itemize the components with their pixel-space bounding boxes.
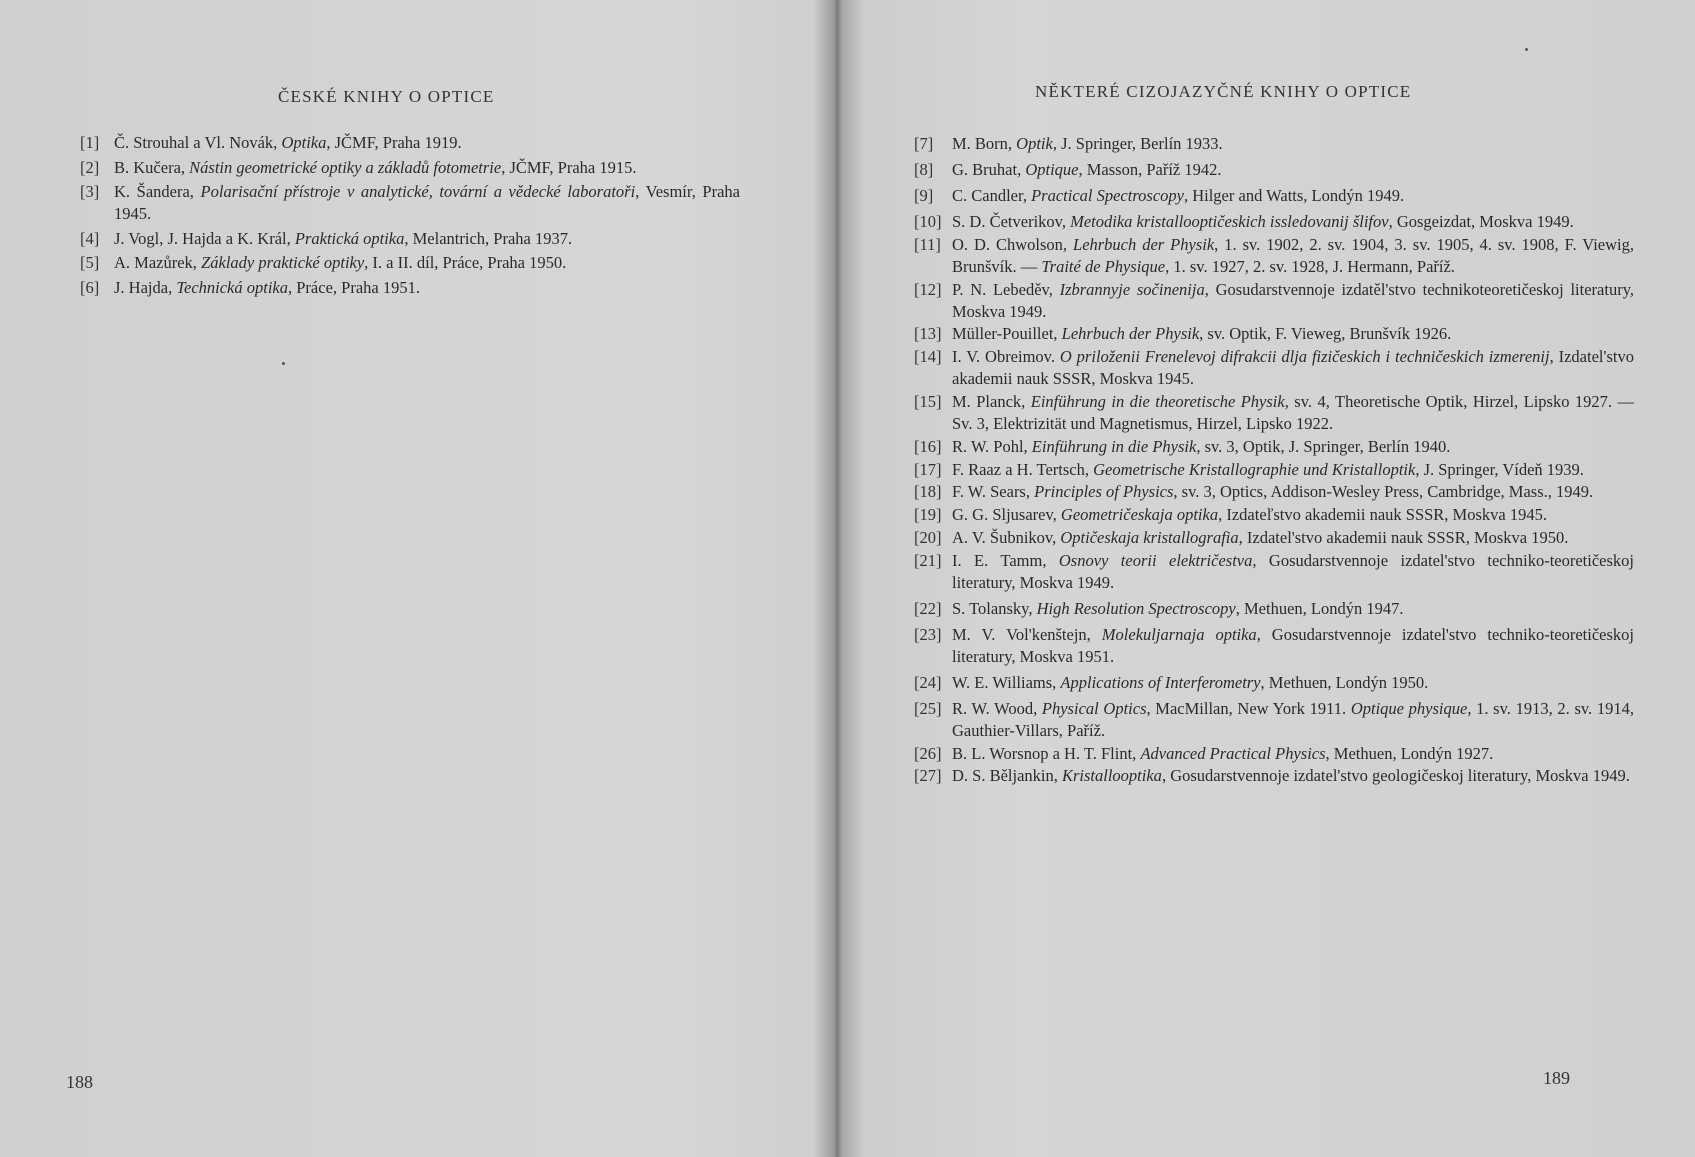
reference-details: , sv. 4, Theoretische Optik, Hirzel, Lipsko 1927. — Sv. 3, Elektrizität und Magnetismus, Hirzel, Lipsko 1922. bbox=[952, 391, 1634, 433]
reference-number: [27] bbox=[914, 766, 942, 786]
reference-text bbox=[114, 228, 740, 250]
reference-number: [24] bbox=[914, 672, 942, 692]
reference-title: Optika bbox=[281, 133, 327, 152]
reference-text bbox=[952, 346, 1634, 390]
reference-title: Metodika kristallooptičeskich issledovanij šlifov bbox=[1070, 212, 1389, 231]
page-number-right: 189 bbox=[1543, 1068, 1570, 1088]
reference-details: , Izdateľstvo akademii nauk SSSR, Moskva 1945. bbox=[1218, 505, 1547, 525]
reference-authors: F. Raaz a H. Tertsch, bbox=[952, 459, 1094, 479]
reference-authors: R. W. Wood, bbox=[952, 698, 1042, 718]
reference-authors: A. Mazůrek, bbox=[114, 253, 202, 272]
reference-authors: B. L. Worsnop a H. T. Flint, bbox=[952, 743, 1141, 763]
reference-title: Einführung in die theoretische Physik bbox=[1030, 391, 1285, 411]
reference-authors: J. Hajda, bbox=[114, 277, 177, 297]
reference-title: Polarisační přístroje v analytické, tovární a vědecké laboratoři bbox=[200, 182, 636, 201]
reference-details: , 1. sv. 1902, 2. sv. 1904, 3. sv. 1905, 4. sv. 1908, F. Viewig, Brunšvík. — bbox=[952, 234, 1634, 276]
reference-authors: G. Bruhat, bbox=[952, 160, 1026, 179]
reference-title: Izbrannyje sočinenija bbox=[1059, 279, 1205, 299]
reference-number: [23] bbox=[914, 624, 942, 644]
reference-title: Optique physique bbox=[1350, 698, 1468, 718]
reference-entry bbox=[914, 279, 1634, 323]
reference-title: Optique bbox=[1025, 160, 1079, 179]
reference-entry bbox=[914, 743, 1634, 765]
reference-title: Practical Spectroscopy bbox=[1031, 186, 1184, 205]
reference-details: , Methuen, Londýn 1950. bbox=[1260, 672, 1429, 692]
reference-title: Physical Optics bbox=[1041, 698, 1147, 718]
reference-details: , Melantrich, Praha 1937. bbox=[404, 228, 573, 248]
reference-details: , Methuen, Londýn 1947. bbox=[1235, 598, 1404, 618]
reference-title: Optičeskaja kristallografia bbox=[1060, 527, 1239, 547]
reference-number: [13] bbox=[914, 324, 942, 344]
reference-text bbox=[952, 133, 1634, 155]
reference-details: , Práce, Praha 1951. bbox=[288, 277, 420, 297]
reference-title: Optik bbox=[1016, 134, 1053, 153]
page-number-left: 188 bbox=[66, 1072, 93, 1092]
reference-details: , sv. Optik, F. Vieweg, Brunšvík 1926. bbox=[1199, 324, 1452, 344]
reference-details: , Izdatel'stvo akademii nauk SSSR, Moskva 1945. bbox=[952, 347, 1634, 389]
reference-details: , Gosudarstvennoje izdatel'stvo geologičeskoj literatury, Moskva 1949. bbox=[1161, 766, 1630, 786]
reference-text bbox=[952, 279, 1634, 323]
reference-title: Einführung in die Physik bbox=[1031, 436, 1197, 456]
reference-authors: M. Planck, bbox=[952, 391, 1031, 411]
reference-number: [20] bbox=[914, 527, 942, 547]
reference-authors: K. Šandera, bbox=[114, 182, 201, 201]
reference-number: [2] bbox=[80, 157, 100, 177]
reference-title: Lehrbuch der Physik bbox=[1061, 324, 1200, 344]
reference-details: , sv. 3, Optik, J. Springer, Berlín 1940. bbox=[1196, 436, 1451, 456]
reference-authors: O. D. Chwolson, bbox=[952, 234, 1074, 254]
reference-text bbox=[114, 277, 740, 299]
reference-authors: S. D. Četverikov, bbox=[952, 212, 1071, 231]
reference-authors: Müller-Pouillet, bbox=[952, 324, 1062, 344]
reference-number: [15] bbox=[914, 391, 942, 411]
reference-number: [18] bbox=[914, 482, 942, 502]
reference-details: , Gosudarstvennoje izdatěl'stvo technikoteoretičeskoj literatury, Moskva 1949. bbox=[952, 279, 1634, 321]
reference-number: [14] bbox=[914, 347, 942, 367]
reference-text bbox=[952, 323, 1634, 345]
reference-details: , Izdatel'stvo akademii nauk SSSR, Moskva 1950. bbox=[1238, 527, 1569, 547]
reference-details: , Methuen, Londýn 1927. bbox=[1325, 743, 1494, 763]
reference-authors: M. Born, bbox=[952, 134, 1017, 153]
reference-text bbox=[952, 765, 1634, 787]
reference-details: , I. a II. díl, Práce, Praha 1950. bbox=[364, 253, 567, 272]
reference-number: [25] bbox=[914, 698, 942, 718]
reference-number: [8] bbox=[914, 160, 934, 179]
reference-number: [12] bbox=[914, 279, 942, 299]
reference-title: High Resolution Spectroscopy bbox=[1036, 598, 1236, 618]
reference-title: O priloženii Frenelevoj difrakcii dlja fizičeskich i techničeskich izmerenij bbox=[1059, 347, 1550, 367]
reference-text bbox=[114, 157, 740, 179]
reference-text bbox=[114, 252, 740, 274]
reference-authors: P. N. Lebeděv, bbox=[952, 279, 1060, 299]
reference-title: Molekuljarnaja optika bbox=[1101, 624, 1257, 644]
reference-entry bbox=[80, 132, 740, 154]
reference-authors: I. E. Tamm, bbox=[952, 550, 1059, 570]
reference-entry bbox=[80, 157, 740, 179]
reference-title: Advanced Practical Physics bbox=[1140, 743, 1326, 763]
reference-details: , Vesmír, Praha 1945. bbox=[114, 182, 741, 223]
reference-title: Praktická optika bbox=[294, 228, 405, 248]
reference-authors: W. E. Williams, bbox=[952, 672, 1061, 692]
reference-authors: C. Candler, bbox=[952, 186, 1032, 205]
reference-entry bbox=[914, 436, 1634, 458]
left-page-heading: ČESKÉ KNIHY O OPTICE bbox=[278, 87, 495, 106]
reference-authors: J. Vogl, J. Hajda a K. Král, bbox=[114, 228, 295, 248]
reference-entry bbox=[914, 481, 1634, 503]
reference-entry bbox=[914, 527, 1634, 549]
reference-title: Lehrbuch der Physik bbox=[1073, 234, 1215, 254]
reference-details: , 1. sv. 1913, 2. sv. 1914, Gauthier-Villars, Paříž. bbox=[952, 698, 1634, 740]
reference-text bbox=[952, 672, 1634, 694]
reference-number: [17] bbox=[914, 459, 942, 479]
reference-text bbox=[952, 504, 1634, 526]
reference-authors: M. V. Vol'kenštejn, bbox=[952, 624, 1102, 644]
right-page bbox=[830, 0, 1695, 1157]
reference-details: , J. Springer, Berlín 1933. bbox=[1052, 134, 1223, 153]
reference-text bbox=[952, 391, 1634, 435]
reference-entry bbox=[914, 391, 1634, 435]
reference-title: Nástin geometrické optiky a základů fotometrie bbox=[189, 157, 502, 177]
reference-text bbox=[952, 598, 1634, 620]
reference-details: , Hilger and Watts, Londýn 1949. bbox=[1183, 186, 1405, 205]
reference-text bbox=[952, 743, 1634, 765]
reference-title: Technická optika bbox=[176, 277, 288, 297]
reference-entry bbox=[914, 504, 1634, 526]
reference-text bbox=[952, 624, 1634, 668]
reference-text bbox=[952, 159, 1634, 181]
reference-details: , Gosgeizdat, Moskva 1949. bbox=[1388, 212, 1574, 231]
reference-number: [19] bbox=[914, 505, 942, 525]
reference-entry bbox=[914, 598, 1634, 620]
reference-details: , Gosudarstvennoje izdatel'stvo techniko-teoretičeskoj literatury, Moskva 1949. bbox=[952, 550, 1635, 592]
reference-text bbox=[952, 481, 1634, 503]
reference-entry bbox=[80, 252, 740, 274]
reference-text bbox=[952, 436, 1634, 458]
reference-authors: F. W. Sears, bbox=[952, 482, 1035, 502]
reference-details: , J. Springer, Vídeň 1939. bbox=[1415, 459, 1584, 479]
reference-entry bbox=[80, 228, 740, 250]
reference-details: , JČMF, Praha 1915. bbox=[501, 157, 637, 177]
reference-details: , MacMillan, New York 1911. bbox=[1146, 698, 1351, 718]
reference-entry bbox=[914, 185, 1634, 207]
reference-entry bbox=[914, 765, 1634, 787]
reference-number: [9] bbox=[914, 186, 934, 205]
reference-text bbox=[952, 185, 1634, 207]
reference-entry bbox=[914, 672, 1634, 694]
paper-speck bbox=[1525, 48, 1528, 51]
reference-title: Geometrische Kristallographie und Kristalloptik bbox=[1093, 459, 1416, 479]
reference-entry bbox=[914, 234, 1634, 278]
reference-title: Osnovy teorii električestva bbox=[1058, 550, 1253, 570]
reference-entry bbox=[80, 181, 740, 225]
reference-title: Traité de Physique bbox=[1041, 256, 1166, 276]
reference-entry bbox=[914, 211, 1634, 233]
reference-entry bbox=[914, 698, 1634, 742]
reference-text bbox=[952, 527, 1634, 549]
reference-entry bbox=[914, 550, 1634, 594]
right-page-heading: NĚKTERÉ CIZOJAZYČNÉ KNIHY O OPTICE bbox=[1035, 82, 1412, 101]
reference-details: , JČMF, Praha 1919. bbox=[326, 133, 462, 152]
reference-entry bbox=[914, 159, 1634, 181]
reference-details: , sv. 3, Optics, Addison-Wesley Press, Cambridge, Mass., 1949. bbox=[1173, 482, 1594, 502]
reference-text bbox=[952, 211, 1634, 233]
reference-title: Základy praktické optiky bbox=[201, 253, 365, 272]
reference-number: [11] bbox=[914, 234, 941, 254]
reference-authors: B. Kučera, bbox=[114, 157, 190, 177]
reference-text bbox=[952, 550, 1634, 594]
reference-authors: Č. Strouhal a Vl. Novák, bbox=[114, 133, 282, 152]
reference-details: , Masson, Paříž 1942. bbox=[1078, 160, 1222, 179]
reference-title: Applications of Interferometry bbox=[1060, 672, 1261, 692]
reference-number: [10] bbox=[914, 212, 942, 231]
reference-entry bbox=[914, 323, 1634, 345]
reference-number: [21] bbox=[914, 550, 942, 570]
reference-text bbox=[114, 132, 740, 154]
reference-entry bbox=[914, 624, 1634, 668]
left-page bbox=[0, 0, 826, 1157]
reference-number: [16] bbox=[914, 436, 942, 456]
reference-details: , Gosudarstvennoje izdatel'stvo techniko-teoretičeskoj literatury, Moskva 1951. bbox=[952, 624, 1634, 666]
paper-speck bbox=[282, 362, 285, 365]
reference-entry bbox=[914, 346, 1634, 390]
czech-books-list bbox=[80, 132, 740, 301]
reference-text bbox=[952, 459, 1634, 481]
reference-authors: G. G. Sljusarev, bbox=[952, 505, 1061, 525]
reference-authors: I. V. Obreimov. bbox=[952, 347, 1060, 367]
reference-number: [7] bbox=[914, 134, 934, 153]
reference-entry bbox=[914, 459, 1634, 481]
reference-number: [26] bbox=[914, 743, 942, 763]
reference-number: [4] bbox=[80, 228, 100, 248]
reference-number: [1] bbox=[80, 133, 100, 152]
reference-number: [5] bbox=[80, 253, 100, 272]
reference-title: Kristallooptika bbox=[1062, 766, 1162, 786]
reference-number: [6] bbox=[80, 277, 100, 297]
reference-text bbox=[952, 234, 1634, 278]
reference-entry bbox=[914, 133, 1634, 155]
reference-authors: R. W. Pohl, bbox=[952, 436, 1032, 456]
reference-title: Geometričeskaja optika bbox=[1060, 505, 1219, 525]
reference-authors: S. Tolansky, bbox=[952, 598, 1037, 618]
reference-authors: A. V. Šubnikov, bbox=[952, 527, 1061, 547]
foreign-books-list bbox=[914, 133, 1634, 788]
reference-entry bbox=[80, 277, 740, 299]
reference-title: Principles of Physics bbox=[1034, 482, 1174, 502]
reference-authors: D. S. Běljankin, bbox=[952, 766, 1062, 786]
reference-text bbox=[952, 698, 1634, 742]
reference-text bbox=[114, 181, 740, 225]
reference-details: , 1. sv. 1927, 2. sv. 1928, J. Hermann, Paříž. bbox=[1165, 256, 1455, 276]
reference-number: [22] bbox=[914, 598, 942, 618]
reference-number: [3] bbox=[80, 182, 100, 201]
